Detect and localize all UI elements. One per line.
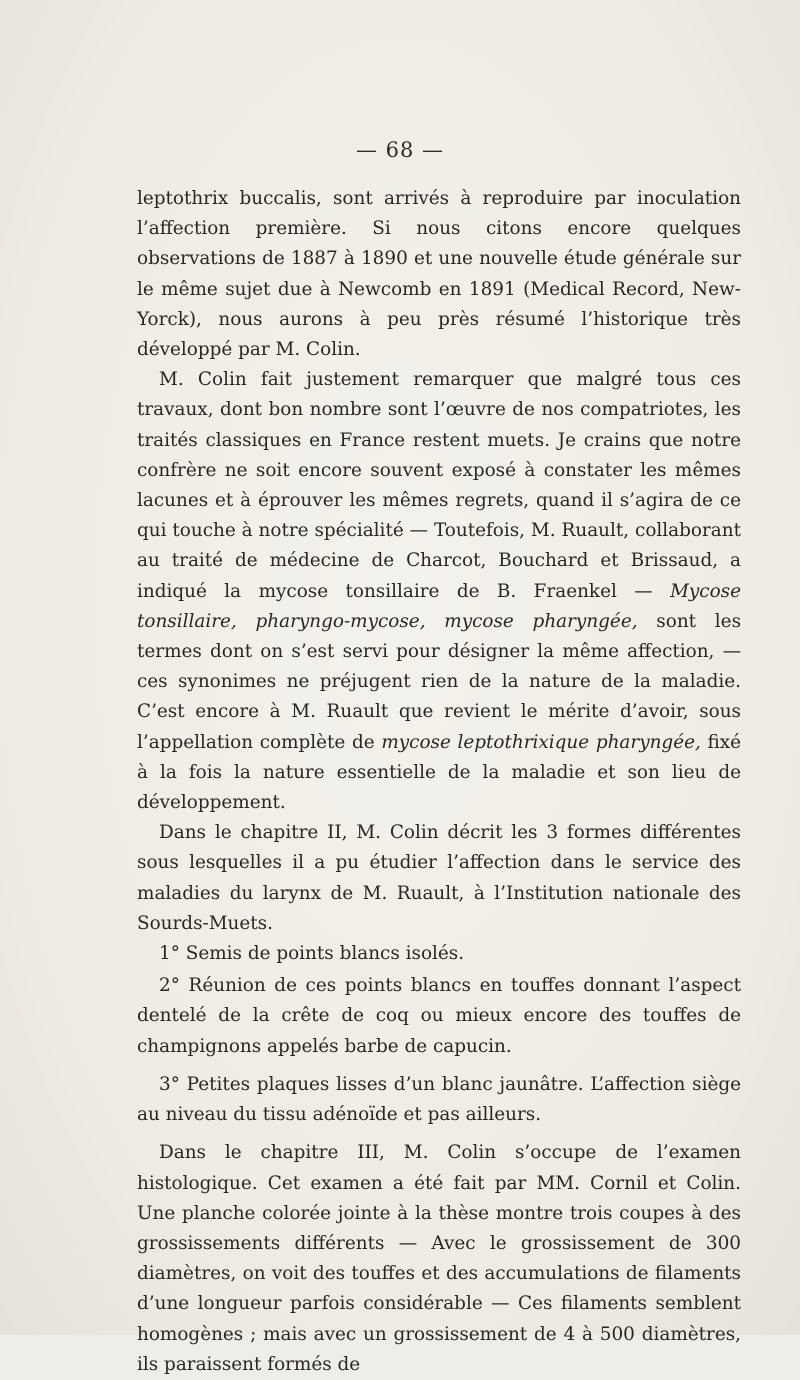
paragraph bbox=[137, 184, 741, 365]
body-text bbox=[137, 184, 741, 1380]
paragraph-text: sont les termes dont on s’est servi pour désigner la même affection, — ces synonimes ne préjugent rien de la nature de la maladie. C’est encore à M. Ruault que revient le mérite d’avoir, sous l’appellation complète de bbox=[137, 610, 742, 753]
list-item bbox=[137, 939, 741, 969]
list-item bbox=[137, 971, 741, 1062]
list-item bbox=[137, 1070, 741, 1130]
paragraph-text: fixé à la fois la nature essentielle de la maladie et son lieu de développement. bbox=[137, 731, 741, 814]
paragraph bbox=[137, 818, 741, 939]
italic-term: Mycose tonsillaire, pharyngo-mycose, mycose pharyngée, bbox=[137, 580, 741, 632]
paragraph bbox=[137, 1138, 741, 1380]
paragraph bbox=[137, 365, 741, 818]
page-number: — 68 — bbox=[355, 138, 445, 162]
paragraph-text: Dans le chapitre II, M. Colin décrit les 3 formes différentes sous lesquelles il a pu étudier l’affection dans le service des maladies du larynx de M. Ruault, à l’Institution nationale des Sourds-Muets. bbox=[137, 822, 741, 934]
paragraph-text: Dans le chapitre III, M. Colin s’occupe de l’examen histologique. Cet examen a été fait par MM. Cornil et Colin. Une planche colorée jointe à la thèse montre trois coupes à des grossissements différents — Avec le grossissement de 300 diamètres, on voit des touffes et des accumulations de filaments d’une longueur parfois considérable — Ces filaments semblent homogènes ; mais avec un grossissement de 4 à 500 diamètres, ils paraissent formés de bbox=[137, 1142, 741, 1375]
paragraph-text: leptothrix buccalis, sont arrivés à reproduire par inoculation l’affection première. Si nous citons encore quelques observations de 1887 à 1890 et une nouvelle étude générale sur le même sujet due à Newcomb en 1891 (Medical Record, New-Yorck), nous aurons à peu près résumé l’historique très développé par M. Colin. bbox=[137, 188, 741, 361]
list-item-text: 2° Réunion de ces points blancs en touffes donnant l’aspect dentelé de la crête de coq ou mieux encore des touffes de champignons appelés barbe de capucin. bbox=[137, 975, 741, 1057]
paragraph-text: M. Colin fait justement remarquer que malgré tous ces travaux, dont bon nombre sont l’œuvre de nos compatriotes, les traités classiques en France restent muets. Je crains que notre confrère ne soit encore souvent exposé à constater les mêmes lacunes et à éprouver les mêmes regrets, quand il s’agira de ce qui touche à notre spécialité — Toutefois, M. Ruault, collaborant au traité de médecine de Charcot, Bouchard et Brissaud, a indiqué la mycose tonsillaire de B. Fraenkel — bbox=[137, 369, 741, 602]
list-item-text: 3° Petites plaques lisses d’un blanc jaunâtre. L’affection siège au niveau du tissu adénoïde et pas ailleurs. bbox=[137, 1073, 741, 1126]
list-item-text: 1° Semis de points blancs isolés. bbox=[159, 943, 465, 965]
italic-term: mycose leptothrixique pharyngée, bbox=[381, 731, 701, 753]
